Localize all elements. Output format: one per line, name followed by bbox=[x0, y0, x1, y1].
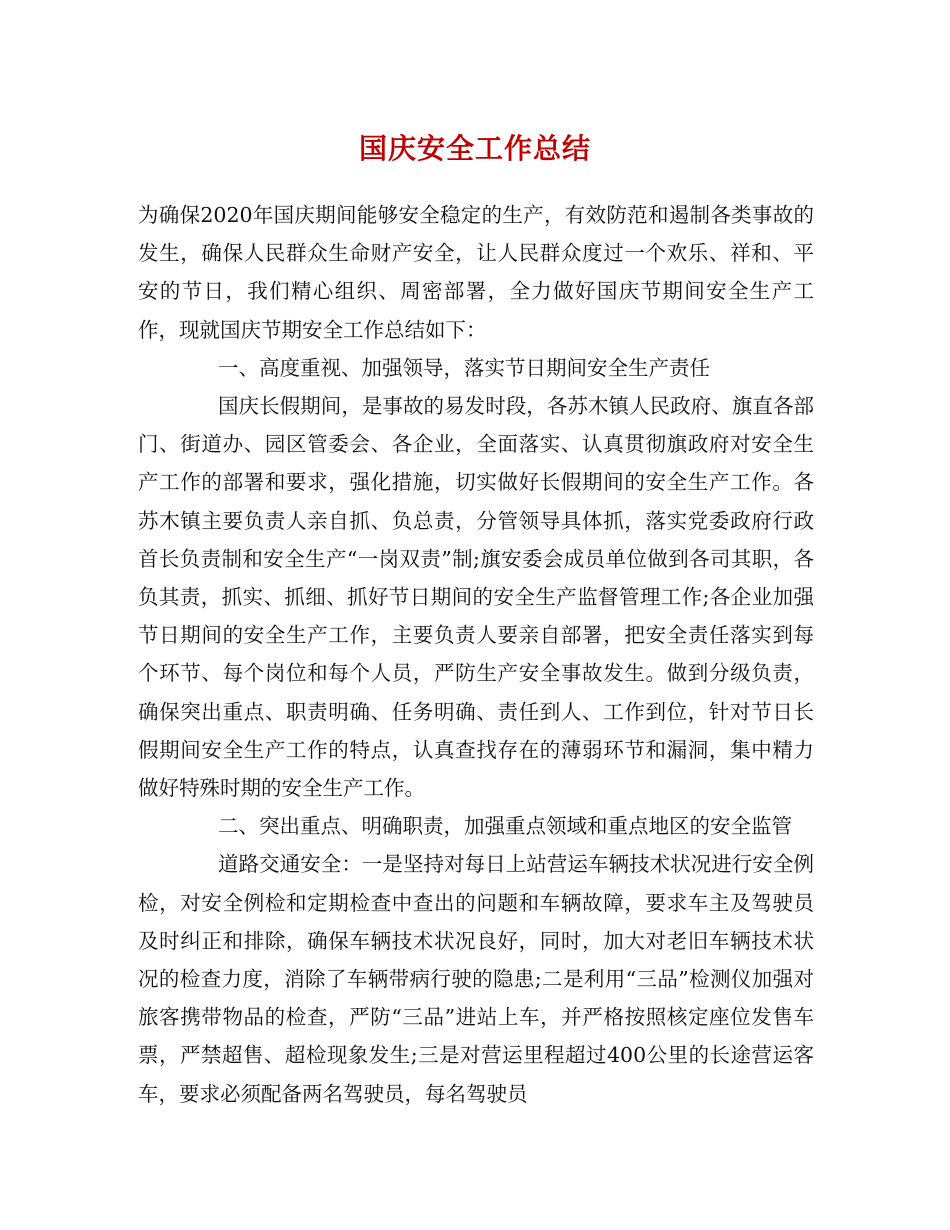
intro-paragraph: 为确保2020年国庆期间能够安全稳定的生产，有效防范和遏制各类事故的发生，确保人民群众生命财产安全，让人民群众度过一个欢乐、祥和、平安的节日，我们精心组织、周密部署，全力做好国庆节期间安全生产工作，现就国庆节期安全工作总结如下： bbox=[138, 203, 814, 342]
section-heading-2: 二、突出重点、明确职责，加强重点领域和重点地区的安全监管 bbox=[218, 814, 792, 839]
section-2-paragraph: 道路交通安全：一是坚持对每日上站营运车辆技术状况进行安全例检，对安全例检和定期检查中查出的问题和车辆故障，要求车主及驾驶员及时纠正和排除，确保车辆技术状况良好，同时，加大对老旧车辆技术状况的检查力度，消除了车辆带病行驶的隐患;二是利用“三品”检测仪加强对旅客携带物品的检查，严防“三品”进站上车，并严格按照核定座位发售车票，严禁超售、超检现象发生;三是对营运里程超过400公里的长途营运客车，要求必须配备两名驾驶员，每名驾驶员 bbox=[138, 852, 814, 1106]
section-1-paragraph: 国庆长假期间，是事故的易发时段，各苏木镇人民政府、旗直各部门、街道办、园区管委会、各企业，全面落实、认真贯彻旗政府对安全生产工作的部署和要求，强化措施，切实做好长假期间的安全生产工作。各苏木镇主要负责人亲自抓、负总责，分管领导具体抓，落实党委政府行政首长负责制和安全生产“一岗双责”制;旗安委会成员单位做到各司其职，各负其责，抓实、抓细、抓好节日期间的安全生产监督管理工作;各企业加强节日期间的安全生产工作，主要负责人要亲自部署，把安全责任落实到每个环节、每个岗位和每个人员，严防生产安全事故发生。做到分级负责，确保突出重点、职责明确、任务明确、责任到人、工作到位，针对节日长假期间安全生产工作的特点，认真查找存在的薄弱环节和漏洞，集中精力做好特殊时期的安全生产工作。 bbox=[138, 394, 814, 801]
document-body bbox=[138, 196, 814, 1113]
document-title: 国庆安全工作总结 bbox=[358, 132, 591, 165]
section-heading-1: 一、高度重视、加强领导，落实节日期间安全生产责任 bbox=[218, 355, 710, 380]
